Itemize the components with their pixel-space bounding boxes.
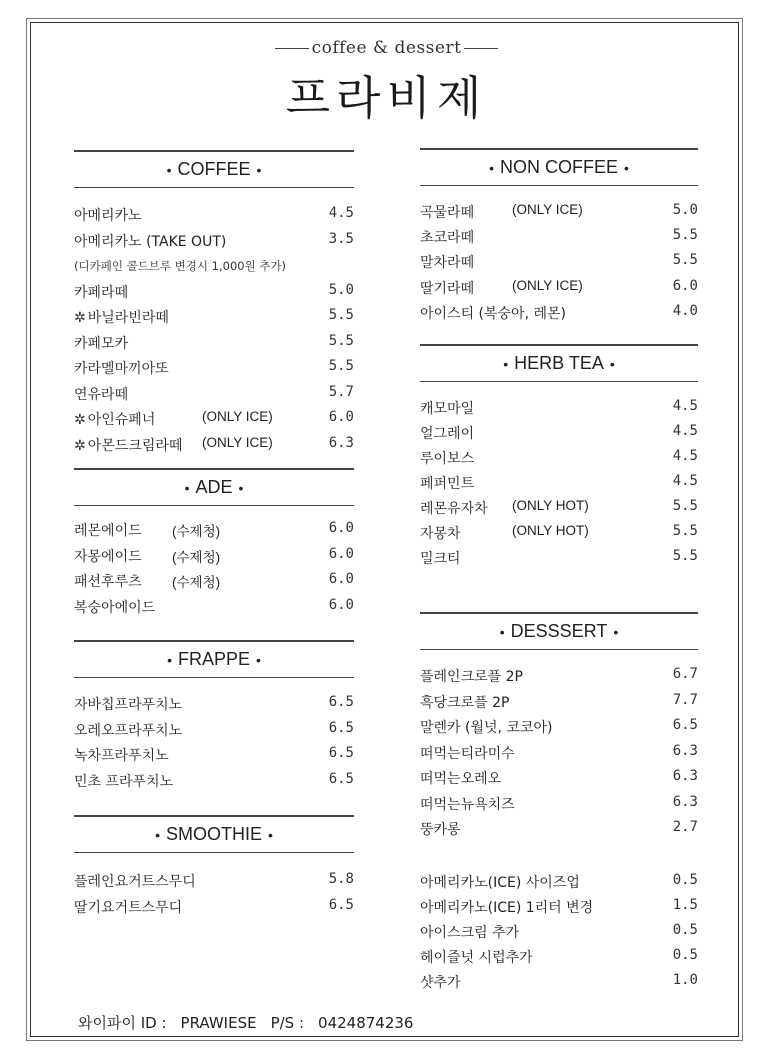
- item-price: 6.3: [672, 742, 698, 759]
- item-name-text: 초코라떼: [420, 230, 475, 247]
- item-price: 4.0: [672, 302, 698, 319]
- menu-subtitle: coffee & dessert: [0, 38, 773, 58]
- menu-item: [74, 409, 354, 431]
- bullet-icon: •: [184, 480, 190, 496]
- menu-item: [74, 520, 354, 542]
- star-icon: ✲: [74, 310, 86, 326]
- item-price: 4.5: [672, 398, 698, 414]
- item-name: [420, 278, 474, 298]
- item-name: [420, 303, 566, 323]
- item-price: 2.7: [672, 819, 698, 835]
- menu-title: 프라비제: [285, 71, 488, 125]
- section-header: [74, 815, 354, 853]
- section-frappe: [74, 640, 354, 790]
- section-dessert: [420, 612, 698, 838]
- item-price: 6.0: [672, 277, 698, 294]
- item-name: [420, 252, 474, 272]
- wifi-password: 0424874236: [318, 1014, 414, 1032]
- item-name-text: 플레인크로플 2P: [420, 669, 523, 685]
- item-price: 5.5: [328, 332, 354, 349]
- item-name: [420, 947, 533, 967]
- item-name-text: 자바칩프라푸치노: [74, 697, 183, 713]
- item-price: 1.0: [672, 972, 698, 988]
- menu-item: [74, 205, 354, 227]
- item-name: [74, 231, 226, 251]
- section-coffee: [74, 150, 354, 454]
- item-name: [420, 768, 501, 788]
- item-name: [420, 523, 461, 543]
- item-name: [420, 692, 509, 712]
- item-price: 5.5: [328, 307, 354, 323]
- item-price: 0.5: [672, 872, 698, 888]
- menu-item: [74, 597, 354, 619]
- section-title: COFFEE: [177, 159, 251, 179]
- item-name-text: 레몬에이드: [74, 523, 142, 539]
- item-name-text: 아메리카노: [74, 208, 142, 224]
- item-price: 6.0: [328, 571, 354, 587]
- section-header: [420, 344, 698, 382]
- section-title: ADE: [195, 477, 233, 497]
- item-name: [74, 307, 169, 327]
- item-price: 6.5: [328, 694, 354, 710]
- item-name: [420, 448, 474, 468]
- item-name: [74, 571, 142, 591]
- item-price: 4.5: [328, 205, 354, 221]
- item-note: (수제청): [172, 549, 221, 565]
- section-title: SMOOTHIE: [165, 824, 262, 844]
- item-price: 6.0: [328, 409, 354, 425]
- item-name: [420, 666, 523, 686]
- item-note: (수제청): [172, 575, 221, 590]
- bullet-icon: •: [499, 624, 505, 640]
- item-price: 5.5: [328, 358, 354, 374]
- menu-item: [74, 720, 354, 742]
- section-non-coffee: [420, 148, 698, 322]
- item-name-text: 아이스티 (복숭아, 레몬): [420, 305, 566, 322]
- item-price: 7.7: [672, 691, 698, 708]
- item-price: 6.5: [672, 717, 698, 733]
- menu-item: [420, 947, 698, 969]
- item-name: [74, 745, 169, 765]
- menu-item: [420, 498, 698, 520]
- section-title: HERB TEA: [514, 353, 604, 373]
- bullet-icon: •: [167, 652, 172, 668]
- menu-item: [420, 227, 698, 249]
- item-name: [74, 384, 128, 404]
- item-name: [420, 498, 488, 518]
- item-name-text: 연유라떼: [74, 386, 129, 403]
- item-name-text: 말차라떼: [420, 255, 475, 272]
- item-name: [74, 333, 128, 353]
- menu-item: [420, 972, 698, 994]
- bullet-icon: •: [238, 480, 244, 496]
- menu-item: [420, 252, 698, 274]
- menu-item: [74, 384, 354, 406]
- section-ade: [74, 468, 354, 616]
- item-note: (ONLY HOT): [512, 498, 589, 513]
- item-name: [420, 872, 580, 892]
- star-icon: ✲: [74, 412, 86, 428]
- item-name-text: 녹차프라푸치노: [74, 748, 169, 764]
- item-name: [74, 435, 182, 455]
- item-name: [74, 720, 182, 740]
- menu-item: [420, 768, 698, 790]
- item-name-text: 캐모마일: [420, 401, 475, 417]
- item-price: 3.5: [328, 230, 354, 247]
- item-price: 6.5: [328, 719, 354, 736]
- item-note: (ONLY HOT): [512, 523, 589, 538]
- item-name: [74, 897, 182, 917]
- wifi-label: 와이파이 ID :: [78, 1014, 167, 1032]
- item-name: [420, 473, 474, 493]
- item-name: [420, 743, 515, 763]
- item-name-text: 아메리카노(ICE) 1리터 변경: [420, 900, 594, 916]
- section-smoothie: [74, 815, 354, 916]
- item-name: [420, 423, 474, 443]
- menu-item: [420, 794, 698, 816]
- item-name-text: 아몬드크림라떼: [87, 437, 183, 454]
- item-name-text: 아인슈페너: [87, 412, 156, 428]
- item-name: [74, 771, 173, 791]
- item-name-text: 흑당크로플 2P: [420, 694, 510, 711]
- item-name: [74, 694, 182, 714]
- item-name-text: 카페모카: [74, 335, 129, 352]
- item-price: 4.5: [672, 423, 698, 439]
- section-title: FRAPPE: [177, 649, 251, 669]
- item-price: 5.8: [328, 871, 354, 887]
- item-name-text: 페퍼민트: [420, 476, 475, 492]
- item-name: [420, 227, 474, 247]
- menu-item: [420, 398, 698, 420]
- item-name-text: 딸기요거트스무디: [74, 899, 183, 916]
- item-name-text: 복숭아에이드: [74, 599, 156, 616]
- bullet-icon: •: [268, 827, 273, 843]
- menu-item: [74, 871, 354, 893]
- item-note: (ONLY ICE): [512, 202, 583, 217]
- menu-item: [420, 922, 698, 944]
- item-name: [420, 897, 593, 917]
- item-price: 5.5: [672, 227, 698, 244]
- menu-item: [420, 743, 698, 765]
- bullet-icon: •: [609, 356, 615, 372]
- item-price: 6.0: [328, 545, 354, 562]
- item-price: 5.0: [328, 281, 354, 298]
- menu-item: [420, 303, 698, 325]
- item-price: 6.3: [328, 434, 354, 451]
- item-name-text: 자몽에이드: [74, 548, 142, 565]
- section-title: DESSSERT: [510, 621, 608, 641]
- menu-item: [420, 548, 698, 570]
- wifi-id: PRAWIESE: [180, 1014, 257, 1032]
- item-name-text: 패션후루츠: [74, 574, 142, 590]
- item-price: 6.0: [328, 520, 354, 536]
- item-name: [420, 398, 474, 418]
- item-name: [420, 794, 515, 814]
- item-name: [74, 546, 142, 566]
- menu-item: [74, 694, 354, 716]
- section-herb-tea: [420, 344, 698, 567]
- item-name: [420, 202, 474, 222]
- menu-item: [74, 231, 354, 253]
- menu-item: [420, 423, 698, 445]
- item-name-text: 떠먹는뉴욕치즈: [420, 796, 515, 813]
- section-header: [420, 612, 698, 650]
- item-name-text: 헤이즐넛 시럽추가: [420, 950, 533, 966]
- menu-item: [420, 692, 698, 714]
- item-price: 5.5: [672, 498, 698, 514]
- item-name-text: 오레오프라푸치노: [74, 722, 183, 739]
- menu-item: [420, 278, 698, 300]
- item-name: [74, 597, 155, 617]
- menu-item: [74, 897, 354, 919]
- item-name-text: 아메리카노 (TAKE OUT): [74, 233, 227, 250]
- wifi-info: [78, 1012, 427, 1033]
- menu-item: [74, 282, 354, 304]
- item-name-text: 뚱카롱: [420, 822, 461, 838]
- item-name: [74, 520, 142, 540]
- menu-item: [420, 202, 698, 224]
- item-name-text: 자몽차: [420, 526, 461, 542]
- item-name-text: 아이스크림 추가: [420, 925, 520, 941]
- menu-item: [74, 333, 354, 355]
- item-name: [74, 205, 142, 225]
- bullet-icon: •: [155, 827, 160, 843]
- menu-item: [420, 819, 698, 841]
- bullet-icon: •: [503, 356, 509, 372]
- item-price: 6.3: [672, 793, 698, 810]
- menu-item: [74, 546, 354, 568]
- item-note: (ONLY ICE): [202, 409, 273, 424]
- bullet-icon: •: [613, 624, 619, 640]
- password-label: P/S :: [270, 1014, 305, 1032]
- menu-item: [420, 523, 698, 545]
- item-name-text: 루이보스: [420, 451, 475, 467]
- item-name: [74, 409, 155, 429]
- item-name-text: 얼그레이: [420, 426, 475, 442]
- menu-item: [74, 745, 354, 767]
- bullet-icon: •: [256, 162, 262, 178]
- item-price: 5.5: [672, 523, 698, 539]
- menu-item: [74, 307, 354, 329]
- item-name: [420, 548, 461, 568]
- item-name: [74, 282, 128, 302]
- item-note: (ONLY ICE): [202, 434, 273, 450]
- item-name-text: 말렌카 (월넛, 코코아): [420, 720, 553, 736]
- item-price: 4.5: [672, 448, 698, 464]
- item-price: 6.3: [672, 768, 698, 784]
- menu-item: [420, 448, 698, 470]
- menu-item: [74, 435, 354, 457]
- menu-item: [74, 571, 354, 593]
- item-name-text: 떠먹는티라미수: [420, 745, 515, 762]
- item-name-text: 바닐라빈라떼: [87, 310, 169, 326]
- item-price: 6.5: [328, 896, 354, 913]
- menu-item: [420, 473, 698, 495]
- item-name-text: 카라멜마끼아또: [74, 361, 169, 377]
- item-price: 5.0: [672, 202, 698, 218]
- item-name-text: 플레인요거트스무디: [74, 874, 196, 890]
- item-name: [420, 922, 519, 942]
- item-price: 6.7: [672, 666, 698, 682]
- item-name: [74, 358, 169, 378]
- item-price: 5.5: [672, 548, 698, 564]
- item-name-text: 민초 프라푸치노: [74, 773, 174, 790]
- section-title: NON COFFEE: [499, 157, 618, 177]
- section-header: [74, 640, 354, 678]
- item-footnote: (디카페인 콜드브루 변경시 1,000원 추가): [74, 259, 287, 273]
- item-name-text: 밀크티: [420, 551, 461, 567]
- menu-item: [420, 872, 698, 894]
- item-name-text: 카페라떼: [74, 284, 129, 301]
- item-name-text: 딸기라떼: [420, 280, 475, 297]
- item-name: [74, 871, 196, 891]
- bullet-icon: •: [256, 652, 261, 668]
- item-note: (ONLY ICE): [512, 277, 583, 293]
- bullet-icon: •: [166, 162, 172, 178]
- menu-item: [420, 717, 698, 739]
- menu-item: [74, 771, 354, 793]
- item-name-text: 떠먹는오레오: [420, 771, 502, 787]
- bullet-icon: •: [489, 160, 494, 176]
- item-name-text: 아메리카노(ICE) 사이즈업: [420, 875, 580, 891]
- item-price: 6.0: [328, 596, 354, 613]
- item-name: [420, 972, 461, 992]
- item-price: 6.5: [328, 745, 354, 761]
- item-price: 0.5: [672, 922, 698, 938]
- bullet-icon: •: [624, 160, 629, 176]
- item-name-text: 곡물라떼: [420, 205, 475, 221]
- item-price: 6.5: [328, 770, 354, 787]
- item-price: 0.5: [672, 947, 698, 963]
- menu-item: [420, 897, 698, 919]
- item-price: 1.5: [672, 897, 698, 913]
- section-header: [74, 468, 354, 506]
- menu-item: [74, 358, 354, 380]
- section-header: [74, 150, 354, 188]
- menu-item: [420, 666, 698, 688]
- item-name: [420, 819, 461, 839]
- item-price: 5.7: [328, 383, 354, 400]
- item-name-text: 레몬유자차: [420, 501, 488, 517]
- star-icon: ✲: [74, 437, 86, 454]
- section-header: [420, 148, 698, 186]
- item-price: 4.5: [672, 473, 698, 489]
- item-name-text: 샷추가: [420, 975, 461, 991]
- item-price: 5.5: [672, 252, 698, 269]
- item-name: [420, 717, 552, 737]
- item-note: (수제청): [172, 524, 221, 539]
